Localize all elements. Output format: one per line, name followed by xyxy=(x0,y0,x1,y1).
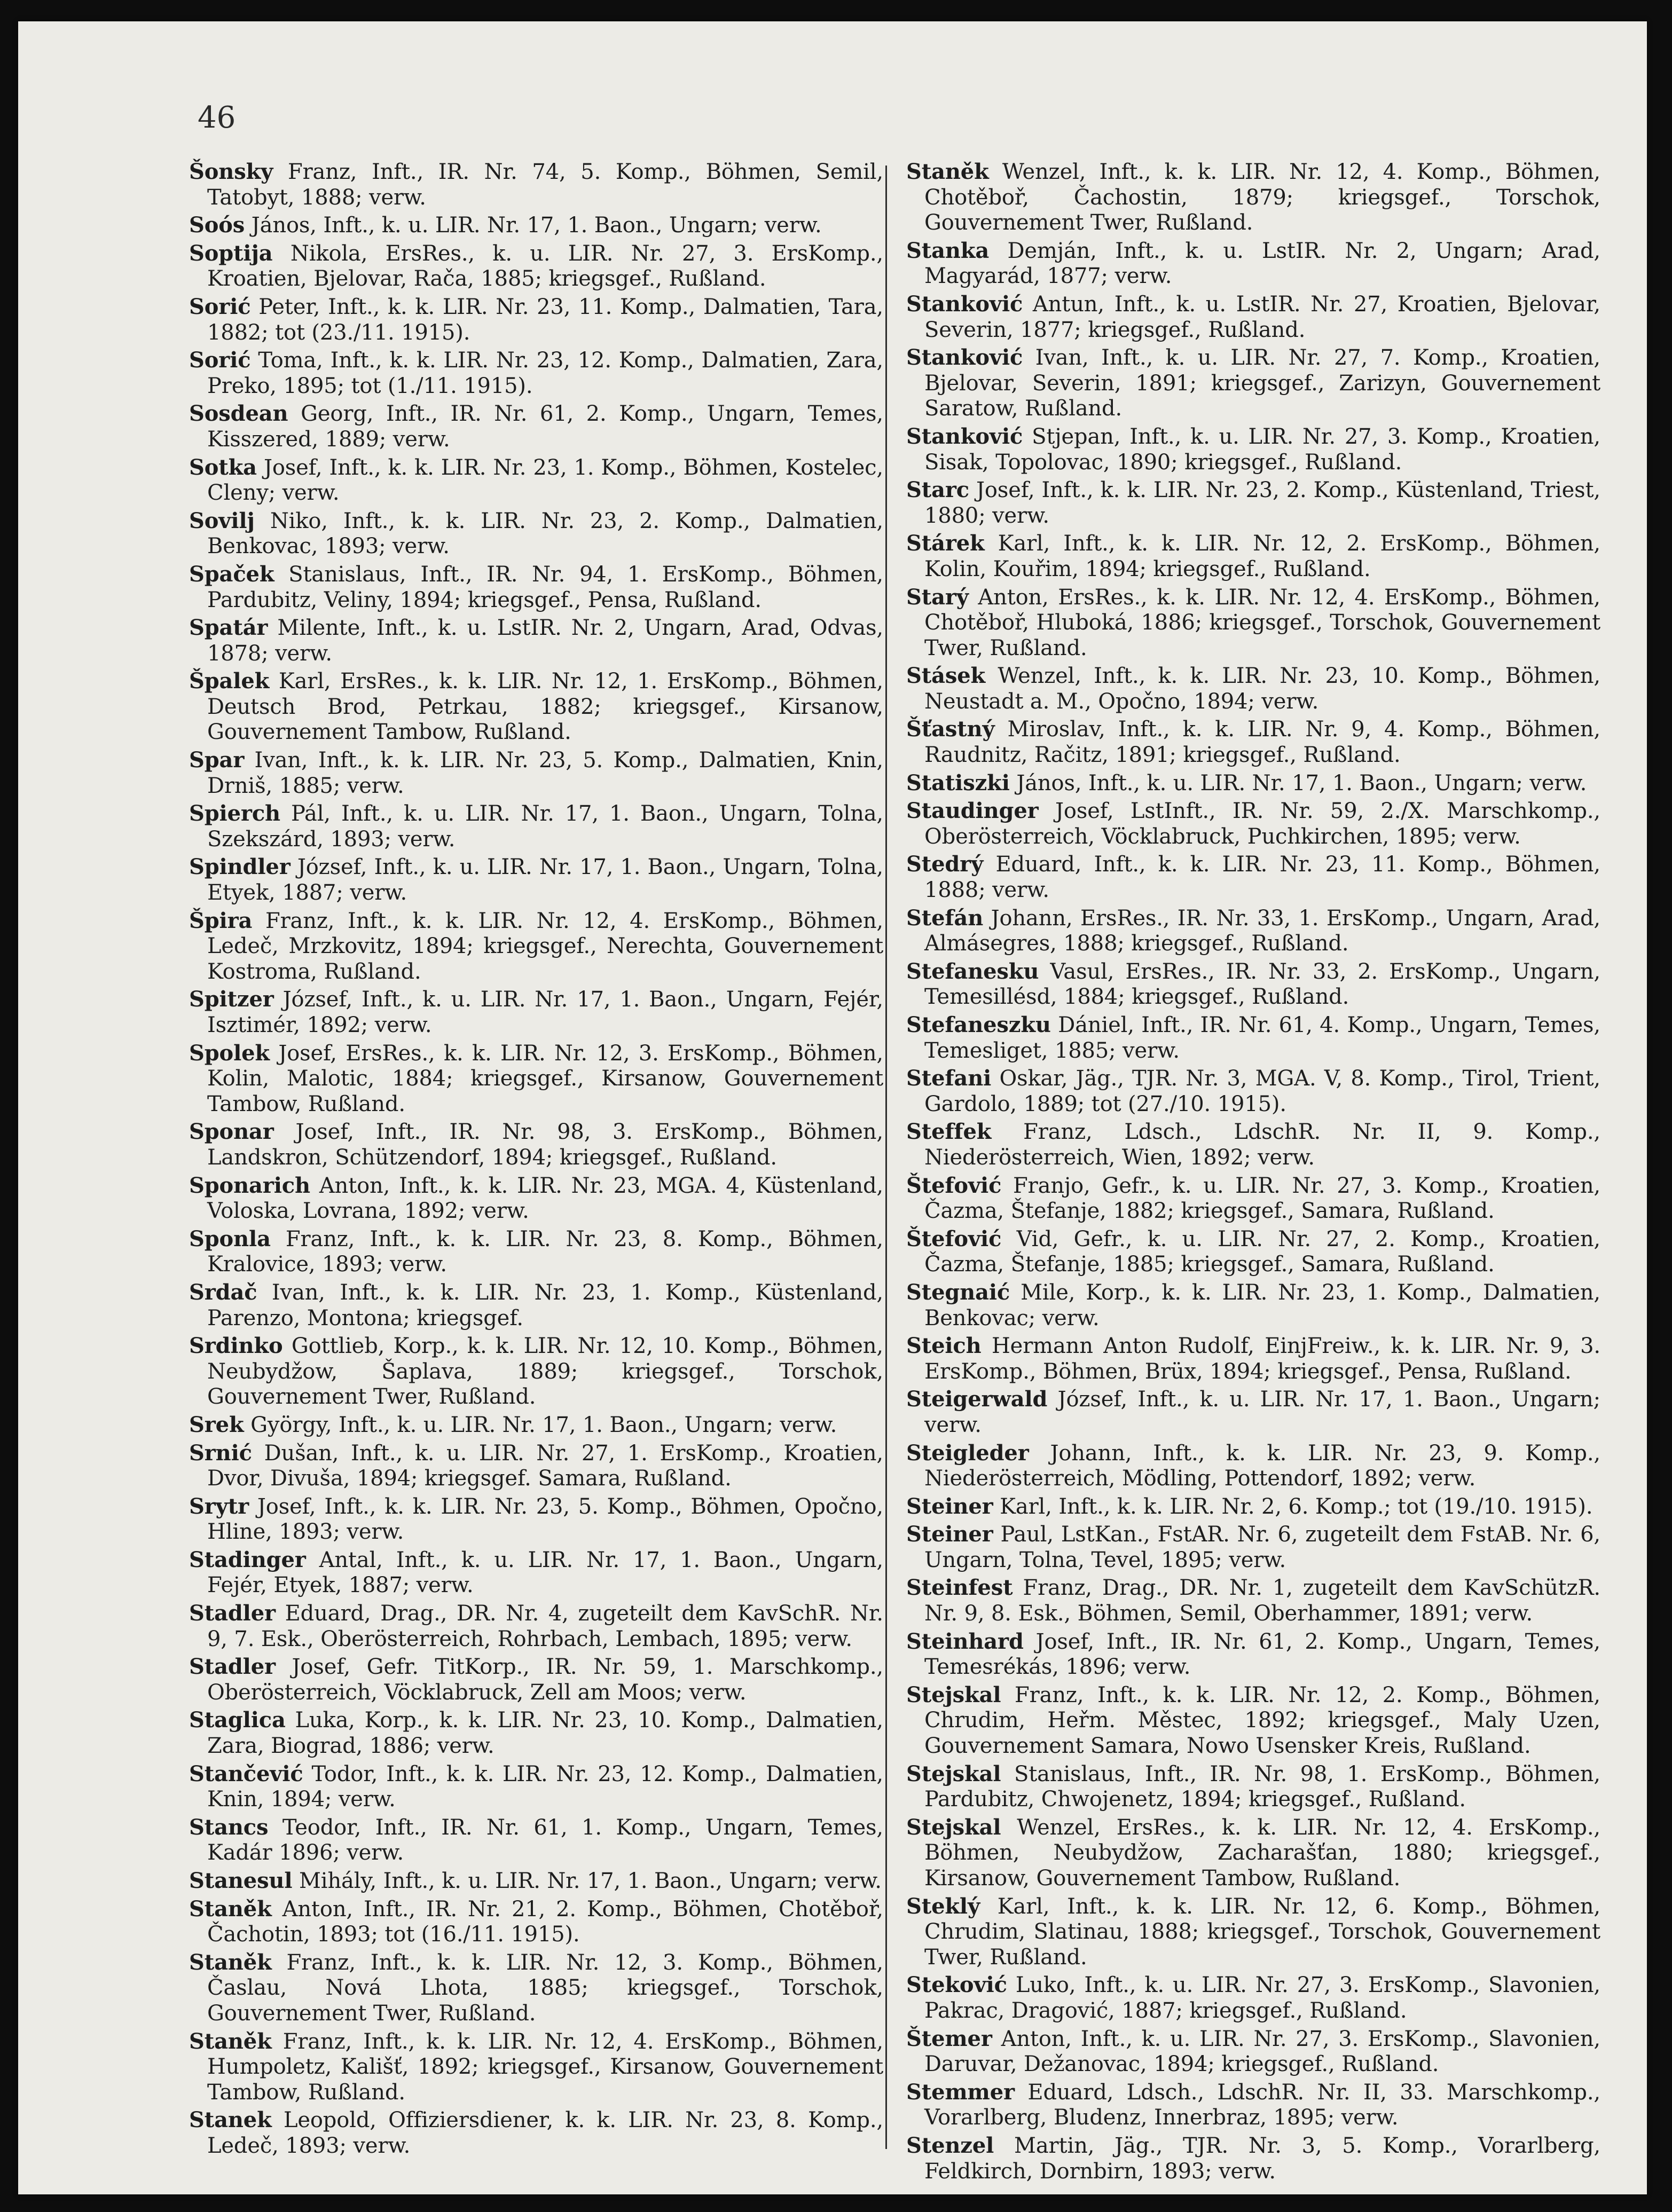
entry-surname: Stadler xyxy=(189,1654,276,1680)
casualty-entry xyxy=(906,1522,1600,1573)
casualty-entry xyxy=(189,1547,883,1599)
entry-surname: Spierch xyxy=(189,801,280,826)
entry-details: Stanislaus, Inft., IR. Nr. 98, 1. ErsKomp., Böhmen, Pardubitz, Chwojenetz, 1894; kriegsgef., Rußland. xyxy=(924,1761,1600,1812)
casualty-entry xyxy=(189,2107,883,2159)
entry-surname: Starý xyxy=(906,584,969,610)
entry-details: Antal, Inft., k. u. LIR. Nr. 17, 1. Baon., Ungarn, Fejér, Etyek, 1887; verw. xyxy=(207,1547,883,1598)
entry-details: Antun, Inft., k. u. LstIR. Nr. 27, Kroatien, Bjelovar, Severin, 1877; kriegsgef., Rußland. xyxy=(924,292,1600,342)
entry-surname: Sponarich xyxy=(189,1172,310,1198)
entry-surname: Spatár xyxy=(189,615,268,641)
casualty-entry xyxy=(906,1387,1600,1438)
entry-surname: Štemer xyxy=(906,2026,992,2051)
entry-surname: Stančević xyxy=(189,1761,303,1786)
casualty-entry xyxy=(906,292,1600,343)
casualty-entry xyxy=(189,1707,883,1759)
entry-surname: Šonsky xyxy=(189,159,273,184)
entry-details: Dániel, Inft., IR. Nr. 61, 4. Komp., Ungarn, Temes, Temesliget, 1885; verw. xyxy=(924,1013,1600,1063)
entry-surname: Stanek xyxy=(189,2107,272,2133)
entry-surname: Steklý xyxy=(906,1893,980,1919)
casualty-entry xyxy=(906,717,1600,768)
entry-surname: Steich xyxy=(906,1333,982,1359)
casualty-entry xyxy=(189,987,883,1038)
entry-details: Franz, Inft., k. k. LIR. Nr. 12, 4. ErsKomp., Böhmen, Ledeč, Mrzkovitz, 1894; kriegsgef., Nerechta, Gouvernement Kostroma, Rußland. xyxy=(207,908,883,984)
entry-surname: Stenzel xyxy=(906,2132,994,2158)
entry-surname: Stefaneszku xyxy=(906,1012,1051,1037)
casualty-entry xyxy=(906,770,1600,797)
entry-details: Franz, Ldsch., LdschR. Nr. II, 9. Komp., Niederösterreich, Wien, 1892; verw. xyxy=(924,1120,1600,1170)
casualty-entry xyxy=(906,159,1600,236)
casualty-entry xyxy=(189,668,883,745)
casualty-entry xyxy=(906,2133,1600,2184)
casualty-entry xyxy=(189,1494,883,1545)
casualty-entry xyxy=(906,1815,1600,1892)
entry-surname: Stejskal xyxy=(906,1814,1001,1840)
entry-details: Johann, ErsRes., IR. Nr. 33, 1. ErsKomp., Ungarn, Arad, Almásegres, 1888; kriegsgef., Rußland. xyxy=(924,906,1600,956)
casualty-entry xyxy=(906,663,1600,714)
entry-surname: Stancs xyxy=(189,1814,269,1840)
casualty-entry xyxy=(906,1440,1600,1492)
entry-details: József, Inft., k. u. LIR. Nr. 17, 1. Baon., Ungarn, Fejér, Isztimér, 1892; verw. xyxy=(207,987,883,1037)
casualty-entry xyxy=(189,1815,883,1866)
entry-surname: Stárek xyxy=(906,531,985,556)
entry-details: Karl, Inft., k. k. LIR. Nr. 12, 6. Komp., Böhmen, Chrudim, Slatinau, 1888; kriegsgef., Torschok, Gouvernement Twer, Rußland. xyxy=(924,1894,1600,1970)
entry-details: Franz, Inft., k. k. LIR. Nr. 12, 3. Komp., Böhmen, Časlau, Nová Lhota, 1885; kriegsgef., Torschok, Gouvernement Twer, Rußland. xyxy=(207,1950,883,2026)
casualty-entry xyxy=(189,348,883,399)
entry-details: Teodor, Inft., IR. Nr. 61, 1. Komp., Ungarn, Temes, Kadár 1896; verw. xyxy=(207,1815,883,1865)
entry-surname: Steiner xyxy=(906,1493,993,1519)
entry-details: János, Inft., k. u. LIR. Nr. 17, 1. Baon., Ungarn; verw. xyxy=(251,213,822,238)
casualty-entry xyxy=(189,455,883,506)
casualty-entry xyxy=(906,1894,1600,1971)
casualty-entry xyxy=(189,615,883,666)
entry-details: Franz, Inft., k. k. LIR. Nr. 23, 8. Komp., Böhmen, Kralovice, 1893; verw. xyxy=(207,1226,883,1277)
casualty-entry xyxy=(189,1119,883,1170)
entry-details: Wenzel, Inft., k. k. LIR. Nr. 12, 4. Komp., Böhmen, Chotěboř, Čachostin, 1879; kriegsgef., Torschok, Gouvernement Twer, Rußland. xyxy=(924,160,1600,235)
entry-details: Vid, Gefr., k. u. LIR. Nr. 27, 2. Komp., Kroatien, Čazma, Štefanje, 1885; kriegsgef., Samara, Rußland. xyxy=(924,1226,1600,1277)
entry-surname: Stadler xyxy=(189,1601,276,1626)
entry-details: Nikola, ErsRes., k. u. LIR. Nr. 27, 3. ErsKomp., Kroatien, Bjelovar, Rača, 1885; kriegsgef., Rußland. xyxy=(207,241,883,292)
entry-details: Franz, Inft., IR. Nr. 74, 5. Komp., Böhmen, Semil, Tatobyt, 1888; verw. xyxy=(207,160,883,210)
entry-details: Demján, Inft., k. u. LstIR. Nr. 2, Ungarn; Arad, Magyarád, 1877; verw. xyxy=(924,238,1600,289)
casualty-entry xyxy=(906,1575,1600,1626)
entry-surname: Stefanesku xyxy=(906,958,1039,984)
entry-surname: Staněk xyxy=(189,2028,272,2054)
entry-surname: Stásek xyxy=(906,663,986,689)
entry-surname: Steković xyxy=(906,1972,1007,1998)
entry-details: Dušan, Inft., k. u. LIR. Nr. 27, 1. ErsKomp., Kroatien, Dvor, Divuša, 1894; kriegsgef. Samara, Rußland. xyxy=(207,1440,883,1491)
entry-surname: Staglica xyxy=(189,1707,286,1733)
column-divider xyxy=(885,166,887,2149)
casualty-entry xyxy=(189,562,883,613)
entry-surname: Spolek xyxy=(189,1040,270,1066)
entry-details: Franjo, Gefr., k. u. LIR. Nr. 27, 3. Komp., Kroatien, Čazma, Štefanje, 1882; kriegsgef., Samara, Rußland. xyxy=(924,1173,1600,1224)
entry-details: József, Inft., k. u. LIR. Nr. 17, 1. Baon., Ungarn, Tolna, Etyek, 1887; verw. xyxy=(207,855,883,906)
casualty-entry xyxy=(906,1494,1600,1520)
entry-details: Niko, Inft., k. k. LIR. Nr. 23, 2. Komp., Dalmatien, Benkovac, 1893; verw. xyxy=(207,508,883,559)
entry-details: Mile, Korp., k. k. LIR. Nr. 23, 1. Komp., Dalmatien, Benkovac; verw. xyxy=(924,1280,1600,1331)
casualty-entry xyxy=(906,238,1600,289)
entry-surname: Steinfest xyxy=(906,1575,1013,1601)
page-number: 46 xyxy=(198,100,236,135)
entry-surname: Štefović xyxy=(906,1226,1002,1251)
entry-details: Leopold, Offiziersdiener, k. k. LIR. Nr. 23, 8. Komp., Ledeč, 1893; verw. xyxy=(207,2108,883,2158)
entry-surname: Sponar xyxy=(189,1119,274,1145)
entry-surname: Stanković xyxy=(906,345,1023,371)
casualty-entry xyxy=(906,1761,1600,1813)
right-column xyxy=(906,159,1600,2186)
casualty-entry xyxy=(906,2080,1600,2131)
entry-surname: Šťastný xyxy=(906,717,995,742)
entry-details: Eduard, Ldsch., LdschR. Nr. II, 33. Marschkomp., Vorarlberg, Bludenz, Innerbraz, 1895; verw. xyxy=(924,2080,1600,2130)
entry-details: Josef, Inft., k. k. LIR. Nr. 23, 5. Komp., Böhmen, Opočno, Hline, 1893; verw. xyxy=(207,1494,883,1545)
casualty-entry xyxy=(906,1333,1600,1384)
entry-surname: Stejskal xyxy=(906,1682,1001,1707)
casualty-entry xyxy=(189,212,883,239)
entry-surname: Stanković xyxy=(906,291,1023,317)
entry-surname: Srytr xyxy=(189,1493,249,1519)
casualty-entry xyxy=(189,1601,883,1652)
entry-surname: Stanesul xyxy=(189,1868,293,1893)
entry-details: Ivan, Inft., k. k. LIR. Nr. 23, 1. Komp., Küstenland, Parenzo, Montona; kriegsgef. xyxy=(207,1280,883,1331)
entry-details: Mihály, Inft., k. u. LIR. Nr. 17, 1. Baon., Ungarn; verw. xyxy=(299,1869,882,1893)
entry-details: Georg, Inft., IR. Nr. 61, 2. Komp., Ungarn, Temes, Kisszered, 1889; verw. xyxy=(207,402,883,452)
entry-surname: Staněk xyxy=(906,159,989,184)
entry-surname: Starc xyxy=(906,477,969,503)
casualty-entry xyxy=(189,854,883,906)
entry-details: Toma, Inft., k. k. LIR. Nr. 23, 12. Komp., Dalmatien, Zara, Preko, 1895; tot (1./11. 1915). xyxy=(207,348,883,398)
casualty-entry xyxy=(189,159,883,210)
entry-details: Wenzel, ErsRes., k. k. LIR. Nr. 12, 4. ErsKomp., Böhmen, Neubydžow, Zacharašťan, 1880; kriegsgef., Kirsanow, Gouvernement Tambow, Rußland. xyxy=(924,1815,1600,1891)
entry-details: Hermann Anton Rudolf, EinjFreiw., k. k. LIR. Nr. 9, 3. ErsKomp., Böhmen, Brüx, 1894; kriegsgef., Pensa, Rußland. xyxy=(924,1334,1600,1384)
casualty-entry xyxy=(906,424,1600,475)
entry-details: Franz, Inft., k. k. LIR. Nr. 12, 4. ErsKomp., Böhmen, Humpoletz, Kališť, 1892; kriegsgef., Kirsanow, Gouvernement Tambow, Rußland. xyxy=(207,2029,883,2105)
casualty-entry xyxy=(189,1761,883,1813)
entry-surname: Staněk xyxy=(189,1949,272,1975)
casualty-entry xyxy=(189,908,883,985)
entry-details: Ivan, Inft., k. u. LIR. Nr. 27, 7. Komp., Kroatien, Bjelovar, Severin, 1891; kriegsgef., Zarizyn, Gouvernement Saratow, Rußland. xyxy=(924,345,1600,421)
entry-surname: Staněk xyxy=(189,1896,272,1922)
left-column xyxy=(189,159,883,2161)
entry-surname: Stefán xyxy=(906,905,984,931)
entry-surname: Stanka xyxy=(906,238,990,263)
entry-surname: Stanković xyxy=(906,423,1023,449)
entry-surname: Srdač xyxy=(189,1279,257,1305)
casualty-entry xyxy=(906,1972,1600,2024)
entry-details: Paul, LstKan., FstAR. Nr. 6, zugeteilt dem FstAB. Nr. 6, Ungarn, Tolna, Tevel, 1895; verw. xyxy=(924,1522,1600,1572)
casualty-entry xyxy=(906,852,1600,903)
entry-details: Pál, Inft., k. u. LIR. Nr. 17, 1. Baon., Ungarn, Tolna, Szekszárd, 1893; verw. xyxy=(207,801,883,852)
entry-details: Wenzel, Inft., k. k. LIR. Nr. 23, 10. Komp., Böhmen, Neustadt a. M., Opočno, 1894; verw. xyxy=(924,664,1600,714)
entry-surname: Statiszki xyxy=(906,770,1010,796)
entry-details: Josef, Inft., IR. Nr. 61, 2. Komp., Ungarn, Temes, Temesrékás, 1896; verw. xyxy=(924,1629,1600,1680)
entry-details: Karl, Inft., k. k. LIR. Nr. 12, 2. ErsKomp., Böhmen, Kolin, Kouřim, 1894; kriegsgef., Rußland. xyxy=(924,531,1600,581)
entry-details: Ivan, Inft., k. k. LIR. Nr. 23, 5. Komp., Dalmatien, Knin, Drniš, 1885; verw. xyxy=(207,748,883,798)
casualty-entry xyxy=(906,1629,1600,1680)
entry-details: Martin, Jäg., TJR. Nr. 3, 5. Komp., Vorarlberg, Feldkirch, Dornbirn, 1893; verw. xyxy=(924,2133,1600,2184)
entry-surname: Steigleder xyxy=(906,1440,1029,1466)
entry-details: Oskar, Jäg., TJR. Nr. 3, MGA. V, 8. Komp., Tirol, Trient, Gardolo, 1889; tot (27./10. 1915). xyxy=(924,1066,1600,1116)
casualty-entry xyxy=(189,1412,883,1438)
entry-details: György, Inft., k. u. LIR. Nr. 17, 1. Baon., Ungarn; verw. xyxy=(250,1412,837,1437)
entry-details: Eduard, Drag., DR. Nr. 4, zugeteilt dem KavSchR. Nr. 9, 7. Esk., Oberösterreich, Rohrbach, Lembach, 1895; verw. xyxy=(207,1601,883,1651)
casualty-entry xyxy=(906,1226,1600,1278)
entry-details: Anton, ErsRes., k. k. LIR. Nr. 12, 4. ErsKomp., Böhmen, Chotěboř, Hluboká, 1886; kriegsgef., Torschok, Gouvernement Twer, Rußland. xyxy=(924,585,1600,660)
entry-details: Karl, ErsRes., k. k. LIR. Nr. 12, 1. ErsKomp., Böhmen, Deutsch Brod, Petrkau, 1882; kriegsgef., Kirsanow, Gouvernement Tambow, Rußland. xyxy=(207,669,883,745)
entry-surname: Srnić xyxy=(189,1440,252,1466)
casualty-entry xyxy=(189,1950,883,2027)
entry-surname: Spaček xyxy=(189,561,274,587)
casualty-entry xyxy=(189,1173,883,1224)
entry-surname: Spar xyxy=(189,747,245,773)
entry-details: Josef, ErsRes., k. k. LIR. Nr. 12, 3. ErsKomp., Böhmen, Kolin, Malotic, 1884; kriegsgef., Kirsanow, Gouvernement Tambow, Rußland. xyxy=(207,1041,883,1116)
entry-details: Josef, Inft., k. k. LIR. Nr. 23, 1. Komp., Böhmen, Kostelec, Cleny; verw. xyxy=(207,455,883,506)
entry-surname: Spindler xyxy=(189,854,291,880)
entry-details: Franz, Inft., k. k. LIR. Nr. 12, 2. Komp., Böhmen, Chrudim, Heřm. Městec, 1892; kriegsgef., Maly Uzen, Gouvernement Samara, Nowo Usensker Kreis, Rußland. xyxy=(924,1682,1600,1759)
entry-surname: Srek xyxy=(189,1412,244,1437)
casualty-entry xyxy=(189,1654,883,1705)
casualty-entry xyxy=(189,1226,883,1278)
casualty-entry xyxy=(189,1280,883,1331)
entry-surname: Sponla xyxy=(189,1226,271,1251)
entry-details: Anton, Inft., k. k. LIR. Nr. 23, MGA. 4, Küstenland, Voloska, Lovrana, 1892; verw. xyxy=(207,1173,883,1224)
casualty-entry xyxy=(189,2029,883,2106)
entry-details: Milente, Inft., k. u. LstIR. Nr. 2, Ungarn, Arad, Odvas, 1878; verw. xyxy=(207,616,883,666)
entry-surname: Spitzer xyxy=(189,987,274,1012)
entry-details: Anton, Inft., IR. Nr. 21, 2. Komp., Böhmen, Chotěboř, Čachotin, 1893; tot (16./11. 1915). xyxy=(207,1896,883,1947)
entry-surname: Steffek xyxy=(906,1119,992,1145)
entry-details: Karl, Inft., k. k. LIR. Nr. 2, 6. Komp.; tot (19./10. 1915). xyxy=(1000,1494,1593,1519)
entry-surname: Steiner xyxy=(906,1522,993,1547)
entry-surname: Sosdean xyxy=(189,401,288,427)
entry-details: Miroslav, Inft., k. k. LIR. Nr. 9, 4. Komp., Böhmen, Raudnitz, Račitz, 1891; kriegsgef., Rußland. xyxy=(924,717,1600,768)
entry-surname: Steigerwald xyxy=(906,1387,1048,1412)
entry-surname: Steinhard xyxy=(906,1628,1024,1654)
casualty-entry xyxy=(189,1333,883,1410)
casualty-entry xyxy=(189,747,883,799)
entry-surname: Sovilj xyxy=(189,508,255,533)
entry-surname: Sorić xyxy=(189,348,251,373)
entry-details: Peter, Inft., k. k. LIR. Nr. 23, 11. Komp., Dalmatien, Tara, 1882; tot (23./11. 1915). xyxy=(207,294,883,345)
entry-surname: Špira xyxy=(189,908,253,933)
entry-surname: Stegnaić xyxy=(906,1279,1010,1305)
entry-surname: Srdinko xyxy=(189,1333,283,1359)
casualty-entry xyxy=(906,1066,1600,1117)
entry-surname: Štefović xyxy=(906,1172,1002,1198)
casualty-entry xyxy=(189,401,883,452)
casualty-entry xyxy=(906,798,1600,849)
casualty-entry xyxy=(906,585,1600,662)
entry-surname: Soptija xyxy=(189,240,273,266)
casualty-entry xyxy=(906,2026,1600,2077)
entry-details: Luka, Korp., k. k. LIR. Nr. 23, 10. Komp., Dalmatien, Zara, Biograd, 1886; verw. xyxy=(207,1708,883,1759)
casualty-entry xyxy=(906,1280,1600,1331)
casualty-entry xyxy=(189,241,883,292)
casualty-entry xyxy=(906,1682,1600,1759)
entry-details: Josef, Inft., IR. Nr. 98, 3. ErsKomp., Böhmen, Landskron, Schützendorf, 1894; kriegsgef., Rußland. xyxy=(207,1120,883,1170)
entry-details: Vasul, ErsRes., IR. Nr. 33, 2. ErsKomp., Ungarn, Temesillésd, 1884; kriegsgef., Rußland. xyxy=(924,959,1600,1010)
entry-surname: Sotka xyxy=(189,454,257,480)
entry-surname: Stedrý xyxy=(906,852,984,877)
entry-surname: Stemmer xyxy=(906,2079,1015,2105)
entry-surname: Stadinger xyxy=(189,1547,306,1572)
entry-surname: Špalek xyxy=(189,668,270,694)
entry-surname: Staudinger xyxy=(906,798,1039,824)
casualty-entry xyxy=(189,1868,883,1894)
entry-details: Luko, Inft., k. u. LIR. Nr. 27, 3. ErsKomp., Slavonien, Pakrac, Dragović, 1887; kriegsgef., Rußland. xyxy=(924,1973,1600,2023)
entry-surname: Stefani xyxy=(906,1066,992,1091)
entry-details: Josef, LstInft., IR. Nr. 59, 2./X. Marschkomp., Oberösterreich, Vöcklabruck, Puchkirchen, 1895; verw. xyxy=(924,799,1600,849)
casualty-entry xyxy=(906,1173,1600,1224)
entry-details: Todor, Inft., k. k. LIR. Nr. 23, 12. Komp., Dalmatien, Knin, 1894; verw. xyxy=(207,1761,883,1812)
casualty-entry xyxy=(906,1119,1600,1170)
casualty-entry xyxy=(906,531,1600,582)
casualty-entry xyxy=(906,345,1600,422)
entry-surname: Soós xyxy=(189,212,245,238)
entry-details: János, Inft., k. u. LIR. Nr. 17, 1. Baon., Ungarn; verw. xyxy=(1016,770,1587,796)
casualty-entry xyxy=(189,1041,883,1117)
casualty-entry xyxy=(189,294,883,345)
entry-surname: Stejskal xyxy=(906,1761,1001,1786)
document-page xyxy=(18,21,1647,2194)
casualty-entry xyxy=(906,959,1600,1010)
entry-details: Gottlieb, Korp., k. k. LIR. Nr. 12, 10. Komp., Böhmen, Neubydžow, Šaplava, 1889; kriegsgef., Torschok, Gouvernement Twer, Rußland. xyxy=(207,1334,883,1410)
casualty-entry xyxy=(189,508,883,560)
entry-details: Stanislaus, Inft., IR. Nr. 94, 1. ErsKomp., Böhmen, Pardubitz, Veliny, 1894; kriegsgef., Pensa, Rußland. xyxy=(207,562,883,612)
casualty-entry xyxy=(906,477,1600,529)
entry-details: József, Inft., k. u. LIR. Nr. 17, 1. Baon., Ungarn; verw. xyxy=(924,1387,1600,1437)
casualty-entry xyxy=(189,1440,883,1492)
entry-details: Johann, Inft., k. k. LIR. Nr. 23, 9. Komp., Niederösterreich, Mödling, Pottendorf, 1892; verw. xyxy=(924,1440,1601,1491)
casualty-entry xyxy=(189,801,883,852)
entry-details: Stjepan, Inft., k. u. LIR. Nr. 27, 3. Komp., Kroatien, Sisak, Topolovac, 1890; kriegsgef., Rußland. xyxy=(924,424,1600,475)
entry-details: Anton, Inft., k. u. LIR. Nr. 27, 3. ErsKomp., Slavonien, Daruvar, Dežanovac, 1894; kriegsgef., Rußland. xyxy=(924,2026,1600,2077)
entry-details: Franz, Drag., DR. Nr. 1, zugeteilt dem KavSchützR. Nr. 9, 8. Esk., Böhmen, Semil, Oberhammer, 1891; verw. xyxy=(924,1576,1600,1626)
casualty-entry xyxy=(906,906,1600,957)
entry-details: Josef, Inft., k. k. LIR. Nr. 23, 2. Komp., Küstenland, Triest, 1880; verw. xyxy=(924,478,1600,528)
entry-details: Eduard, Inft., k. k. LIR. Nr. 23, 11. Komp., Böhmen, 1888; verw. xyxy=(924,852,1600,903)
casualty-entry xyxy=(189,1896,883,1948)
casualty-entry xyxy=(906,1012,1600,1064)
entry-details: Josef, Gefr. TitKorp., IR. Nr. 59, 1. Marschkomp., Oberösterreich, Vöcklabruck, Zell am Moos; verw. xyxy=(207,1655,883,1705)
entry-surname: Sorić xyxy=(189,294,251,319)
